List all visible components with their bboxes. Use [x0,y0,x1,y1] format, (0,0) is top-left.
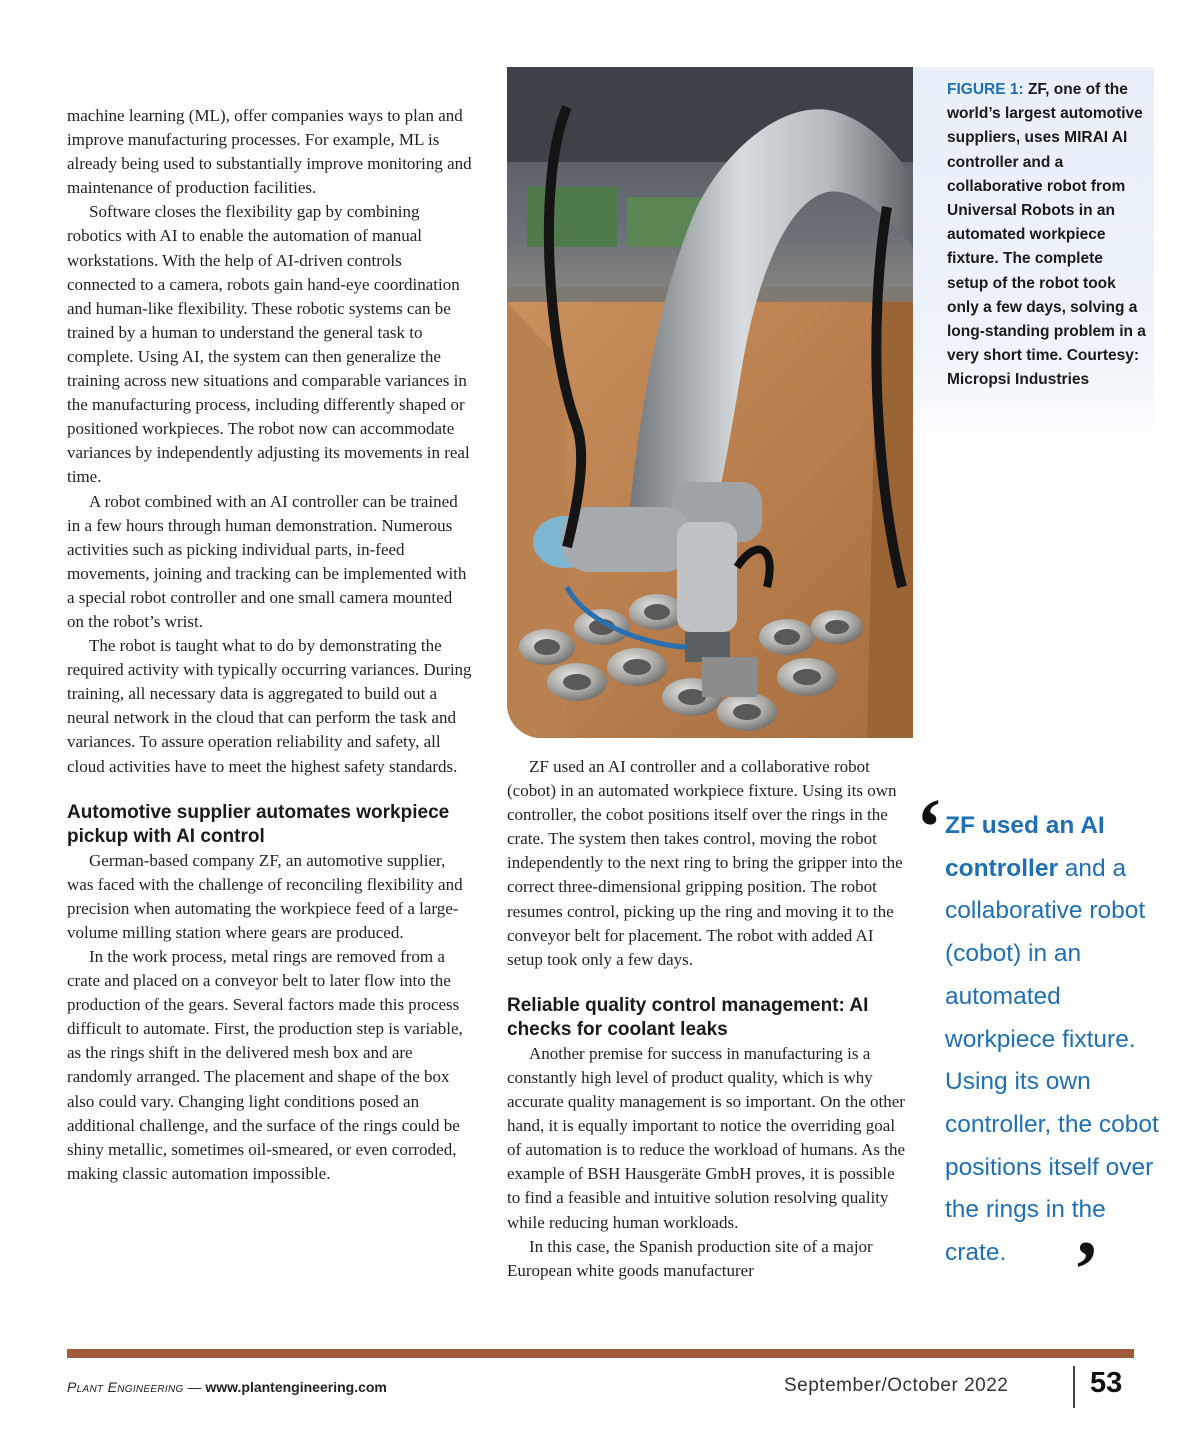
pull-quote [945,805,1170,1275]
pull-quote-bold: ZF used an AI controller [945,812,1105,882]
left-column [67,104,472,1186]
middle-column [507,755,912,1283]
figure-label: FIGURE 1: [947,81,1024,98]
footer-divider [1073,1366,1075,1408]
body-paragraph: In the work process, metal rings are removed from a crate and placed on a conveyor belt to later flow into the production of the gears. Several factors made this process difficult to automate. First, the production step is variable, as the rings shift in the delivered mesh box and are randomly arranged. The placement and shape of the box also could vary. Changing light conditions posed an additional challenge, and the surface of the rings could be shiny metallic, sometimes oil-smeared, or even corroded, making classic automation impossible. [67,947,463,1183]
body-paragraph: Another premise for success in manufacturing is a constantly high level of product quality, which is why accurate quality management is so important. On the other hand, it is equally important to notice the overriding goal of automation is to reduce the workload of humans. As the example of BSH Hausgeräte GmbH proves, it is possible to find a feasible and intuitive solution resolving quality while reducing human workloads. [507,1043,905,1232]
figure-caption [947,78,1147,393]
pull-quote-text: and a collaborative robot (cobot) in an automated workpiece fixture. Using its own controller, the cobot positions itself over the rings in the crate. [945,854,1159,1267]
publication-name: Plant Engineering [67,1379,184,1395]
issue-date: September/October 2022 [784,1375,1009,1396]
body-paragraph: ZF used an AI controller and a collaborative robot (cobot) in an automated workpiece fixture. Using its own controller, the cobot positions itself over the rings in the crate. The system then takes control, moving the robot independently to the next ring to bring the gripper into the correct three-dimensional gripping position. The robot resumes control, picking up the ring and moving it to the conveyor belt for placement. The robot with added AI setup took only a few days. [507,757,903,969]
body-paragraph: machine learning (ML), offer companies ways to plan and improve manufacturing processes. For example, ML is already being used to substantially improve monitoring and maintenance of production facilities. [67,106,472,198]
figure-photo [507,67,913,738]
body-paragraph: German-based company ZF, an automotive supplier, was faced with the challenge of reconciling flexibility and precision when automating the workpiece feed of a large-volume milling station where gears are produced. [67,850,463,942]
footer-rule [67,1349,1134,1358]
figure-caption-text: ZF, one of the world’s largest automotive suppliers, uses MIRAI AI controller and a collaborative robot from Universal Robots in an automated workpiece fixture. The complete setup of the robot took only a few days, solving a long-standing problem in a very short time. Courtesy: Micropsi Industries [947,81,1146,389]
footer-separator: — [183,1379,206,1395]
body-paragraph: A robot combined with an AI controller can be trained in a few hours through human demonstration. Numerous activities such as picking individual parts, in-feed movements, joining and tracking can be implemented with a special robot controller and one small camera mounted on the robot’s wrist. [67,491,467,631]
section-subhead: Automotive supplier automates workpiece pickup with AI control [67,801,450,847]
footer-publication [67,1379,387,1395]
page-number: 53 [1090,1367,1123,1399]
section-subhead: Reliable quality control management: AI checks for coolant leaks [507,994,869,1040]
body-paragraph: The robot is taught what to do by demonstrating the required activity with typically occurring variances. During training, all necessary data is aggregated to build out a neural network in the cloud that can perform the task and variances. To assure operation reliability and safety, all cloud activities have to meet the highest safety standards. [67,636,472,776]
close-quote-mark: ’ [1073,1226,1100,1314]
body-paragraph: Software closes the flexibility gap by combining robotics with AI to enable the automation of manual workstations. With the help of AI-driven controls connected to a camera, robots gain hand-eye coordination and human-like flexibility. These robotic systems can be trained by a human to understand the general task to complete. Using AI, the system can then generalize the training across new situations and comparable variances in the manufacturing process, including differently shaped or positioned workpieces. The robot now can accommodate variances by independently adjusting its movements in real time. [67,202,470,487]
website-link[interactable]: www.plantengineering.com [205,1379,387,1395]
body-paragraph: In this case, the Spanish production site of a major European white goods manufacturer [507,1236,873,1280]
robot-arm-photo-illustration [507,67,913,738]
open-quote-mark: ‘ [916,784,943,872]
